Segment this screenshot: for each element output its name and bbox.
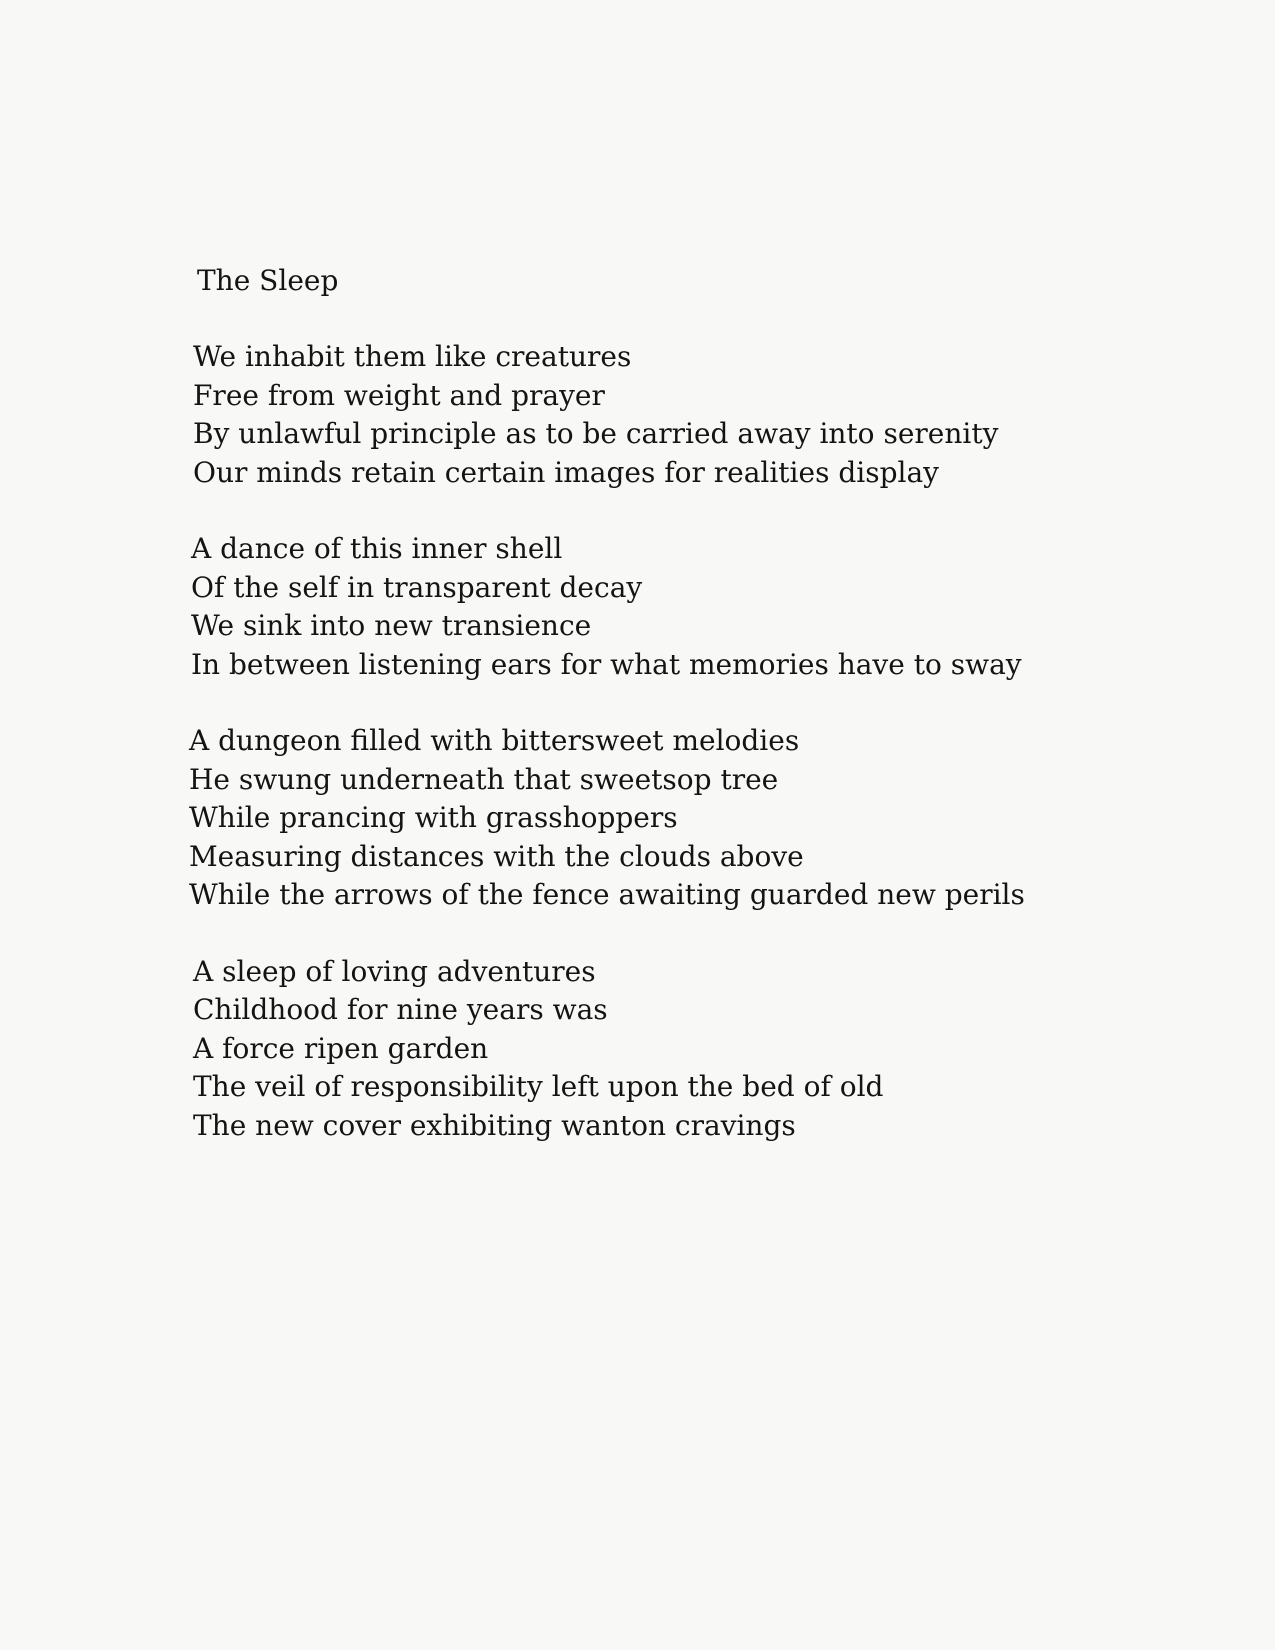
poem-line: A dance of this inner shell <box>191 532 563 565</box>
poem-line: Our minds retain certain images for realities display <box>193 455 939 489</box>
stanza-4 <box>193 953 1093 1146</box>
poem-line: A sleep of loving adventures <box>193 954 596 988</box>
poem-line: The veil of responsibility left upon the bed of old <box>193 1070 884 1103</box>
poem-line: In between listening ears for what memories have to sway <box>191 647 1022 681</box>
poem-line: Free from weight and prayer <box>193 378 605 412</box>
poem-line: Measuring distances with the clouds above <box>189 839 804 873</box>
poem-line: The new cover exhibiting wanton cravings <box>193 1108 796 1142</box>
poem-line: By unlawful principle as to be carried away into serenity <box>193 417 999 450</box>
poem-line: We inhabit them like creatures <box>193 340 632 373</box>
stanza-3 <box>189 722 1093 915</box>
poem-line: A force ripen garden <box>193 1031 489 1065</box>
poem-line: Of the self in transparent decay <box>191 570 643 604</box>
stanza-1 <box>193 338 1093 492</box>
poem-line: While prancing with grasshoppers <box>189 801 678 834</box>
poem-line: A dungeon filled with bittersweet melodies <box>189 724 800 757</box>
poem-line: Childhood for nine years was <box>193 993 608 1026</box>
poem-line: He swung underneath that sweetsop tree <box>189 762 779 796</box>
poem-line: While the arrows of the fence awaiting guarded new perils <box>189 878 1025 911</box>
poem <box>189 262 1093 1183</box>
poem-title: The Sleep <box>197 264 339 297</box>
stanza-2 <box>191 530 1093 684</box>
poem-line: We sink into new transience <box>191 609 592 642</box>
